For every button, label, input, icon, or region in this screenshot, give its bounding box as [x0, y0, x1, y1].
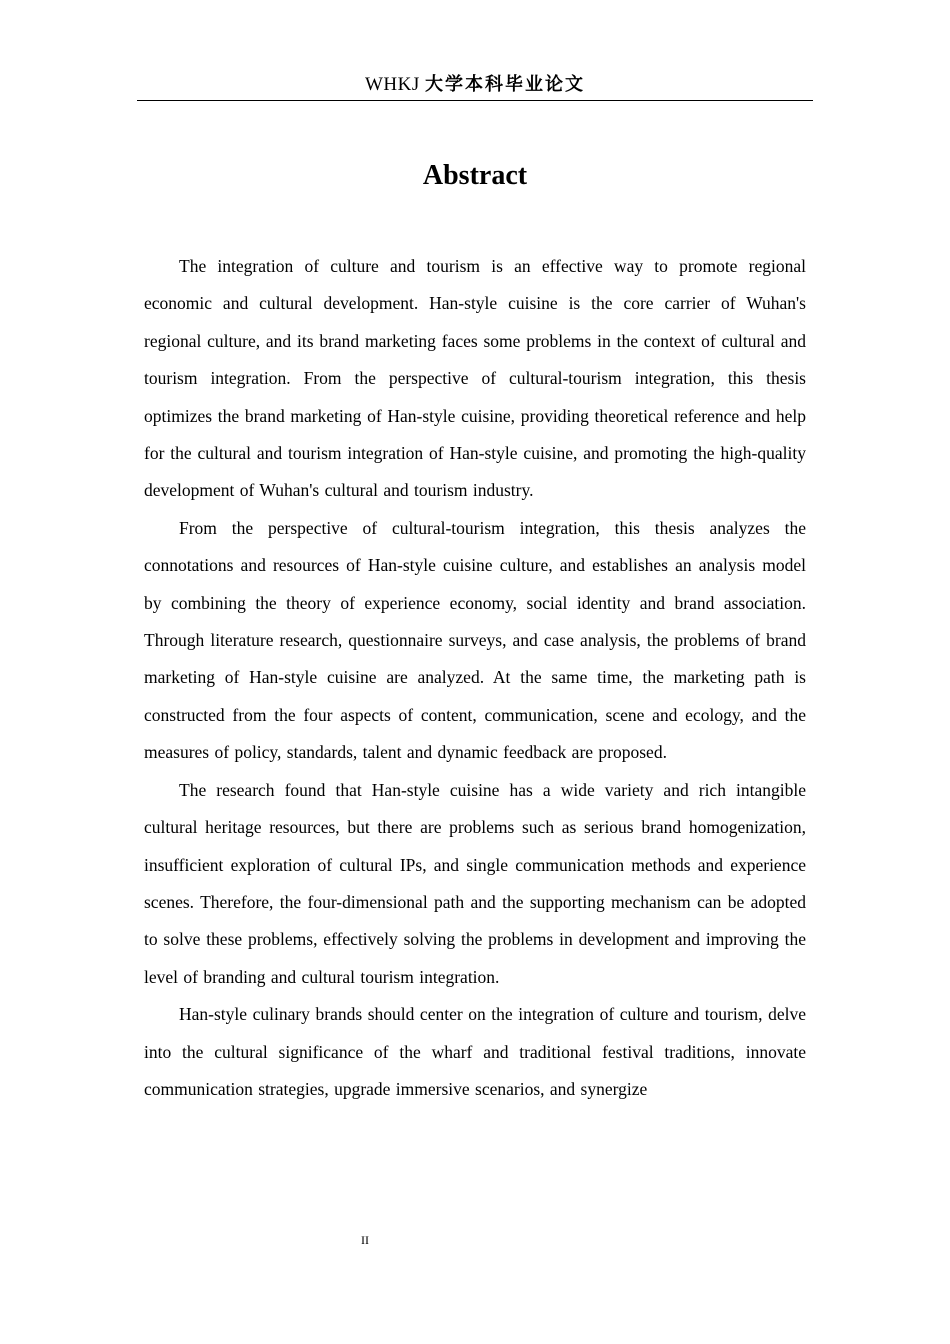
header-latin: WHKJ [364, 74, 420, 95]
paragraph-2: From the perspective of cultural-tourism integration, this thesis analyzes the connotations and resources of Han-style cuisine culture, and establishes an analysis model by combining the theory of experience economy, social identity and brand association. Through literature research, questionnaire surveys, and case analysis, the problems of brand marketing of Han-style cuisine are analyzed. At the same time, the marketing path is constructed from the four aspects of content, communication, scene and ecology, and the measures of policy, standards, talent and dynamic feedback are proposed. [144, 517, 806, 763]
header-chinese: 大学本科毕业论文 [425, 74, 586, 95]
paragraph-3: The research found that Han-style cuisine has a wide variety and rich intangible cultural heritage resources, but there are problems such as serious brand homogenization, insufficient exploration of cultural IPs, and single communication methods and experience scenes. Therefore, the four-dimensional path and the supporting mechanism can be adopted to solve these problems, effectively solving the problems in development and improving the level of branding and cultural tourism integration. [144, 779, 806, 987]
running-header [137, 74, 813, 101]
paragraph-1: The integration of culture and tourism is an effective way to promote regional economic and cultural development. Han-style cuisine is the core carrier of Wuhan's regional culture, and its brand marketing faces some problems in the context of cultural and tourism integration. From the perspective of cultural-tourism integration, this thesis optimizes the brand marketing of Han-style cuisine, providing theoretical reference and help for the cultural and tourism integration of Han-style cuisine, and promoting the high-quality development of Wuhan's cultural and tourism industry. [144, 256, 806, 501]
paragraph-4: Han-style culinary brands should center on the integration of culture and tourism, delve into the cultural significance of the wharf and traditional festival traditions, innovate communication strategies, upgrade immersive scenarios, and synergize [144, 1004, 806, 1099]
page-number: II [361, 1233, 369, 1247]
abstract-body [144, 248, 806, 1108]
page-title: Abstract [422, 160, 528, 191]
